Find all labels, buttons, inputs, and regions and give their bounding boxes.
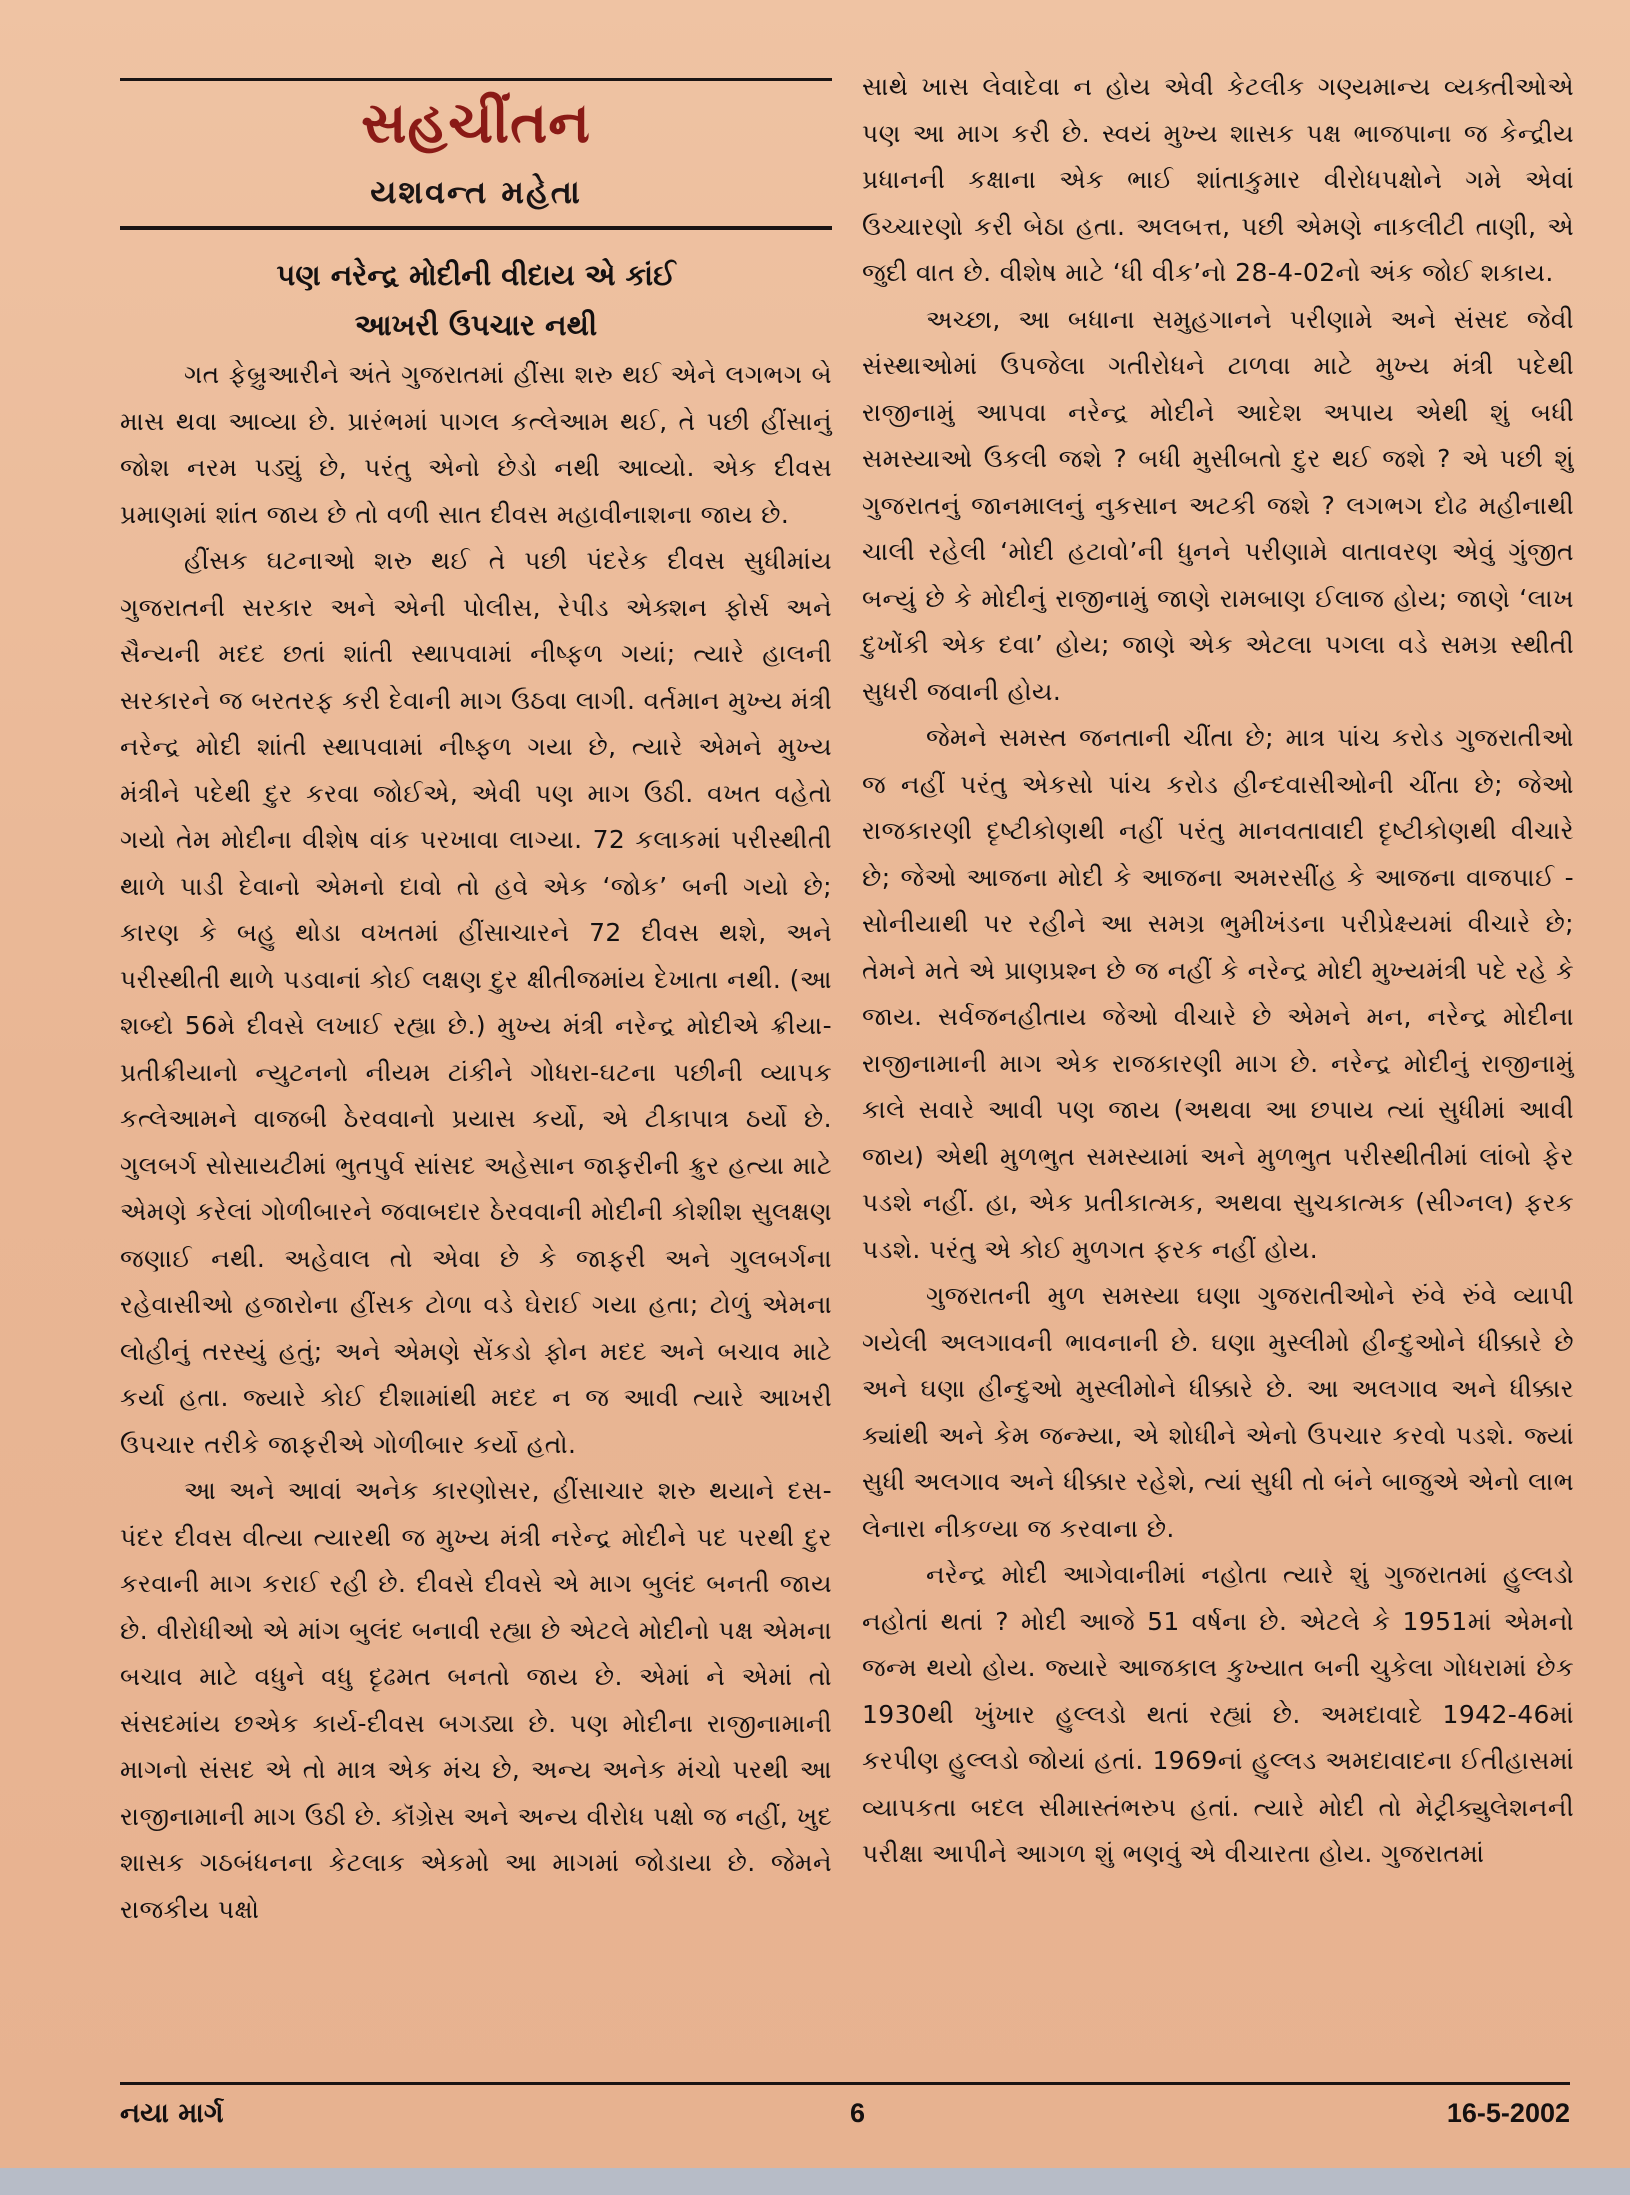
paragraph: જેમને સમસ્ત જનતાની ચીંતા છે; માત્ર પાંચ કરોડ ગુજરાતીઓ જ નહીં પરંતુ એકસો પાંચ કરોડ હીન્દવાસીઓની ચીંતા છે; જેઓ રાજકારણી દૃષ્ટીકોણથી નહીં પરંતુ માનવતાવાદી દૃષ્ટીકોણથી વીચારે છે; જેઓ આજના મોદી કે આજના અમરસીંહ કે આજના વાજપાઈ - સોનીયાથી પર રહીને આ સમગ્ર ભુમીખંડના પરીપ્રેક્ષ્યમાં વીચારે છે; તેમને મતે એ પ્રાણપ્રશ્ન છે જ નહીં કે નરેન્દ્ર મોદી મુખ્યમંત્રી પદે રહે કે જાય. સર્વજનહીતાય જેઓ વીચારે છે એમને મન, નરેન્દ્ર મોદીના રાજીનામાની માગ એક રાજકારણી માગ છે. નરેન્દ્ર મોદીનું રાજીનામું કાલે સવારે આવી પણ જાય (અથવા આ છપાય ત્યાં સુધીમાં આવી જાય) એથી મુળભુત સમસ્યામાં અને મુળભુત પરીસ્થીતીમાં લાંબો ફેર પડશે નહીં. હા, એક પ્રતીકાત્મક, અથવા સુચકાત્મક (સીગ્નલ) ફરક પડશે. પરંતુ એ કોઈ મુળગત ફરક નહીં હોય.: [862, 723, 1574, 1264]
left-column: [120, 78, 832, 1933]
page-footer: [120, 2098, 1570, 2138]
scan-edge-band: [0, 2168, 1630, 2195]
author-name: યશવન્ત મહેતા: [370, 173, 582, 211]
publication-name: નયા માર્ગ: [120, 2098, 224, 2129]
paragraph: આ અને આવાં અનેક કારણોસર, હીંસાચાર શરુ થયાને દસ-પંદર દીવસ વીત્યા ત્યારથી જ મુખ્ય મંત્રી નરેન્દ્ર મોદીને પદ પરથી દુર કરવાની માગ કરાઈ રહી છે. દીવસે દીવસે એ માગ બુલંદ બનતી જાય છે. વીરોધીઓ એ માંગ બુલંદ બનાવી રહ્યા છે એટલે મોદીનો પક્ષ એમના બચાવ માટે વધુને વધુ દૃઢમત બનતો જાય છે. એમાં ને એમાં તો સંસદમાંય છએક કાર્ય-દીવસ બગડ્યા છે. પણ મોદીના રાજીનામાની માગનો સંસદ એ તો માત્ર એક મંચ છે, અન્ય અનેક મંચો પરથી આ રાજીનામાની માગ ઉઠી છે. કૉંગ્રેસ અને અન્ય વીરોધ પક્ષો જ નહીં, ખુદ શાસક ગઠબંધનના કેટલાક એકમો આ માગમાં જોડાયા છે. જેમને રાજકીય પક્ષો: [120, 1476, 832, 1924]
paragraph: ગત ફેબ્રુઆરીને અંતે ગુજરાતમાં હીંસા શરુ થઈ એને લગભગ બે માસ થવા આવ્યા છે. પ્રારંભમાં પાગલ કત્લેઆમ થઈ, તે પછી હીંસાનું જોશ નરમ પડ્યું છે, પરંતુ એનો છેડો નથી આવ્યો. એક દીવસ પ્રમાણમાં શાંત જાય છે તો વળી સાત દીવસ મહાવીનાશના જાય છે.: [120, 360, 832, 529]
header-top-rule: [120, 78, 832, 81]
article-headline-line-1: પણ નરેન્દ્ર મોદીની વીદાય એ કાંઈ: [276, 258, 676, 292]
paragraph-continuation: સાથે ખાસ લેવાદેવા ન હોય એવી કેટલીક ગણ્યમાન્ય વ્યક્તીઓએ પણ આ માગ કરી છે. સ્વયં મુખ્ય શાસક પક્ષ ભાજપાના જ કેન્દ્રીય પ્રધાનની કક્ષાના એક ભાઈ શાંતાકુમાર વીરોધપક્ષોને ગમે એવાં ઉચ્ચારણો કરી બેઠા હતા. અલબત્ત, પછી એમણે નાકલીટી તાણી, એ જુદી વાત છે. વીશેષ માટે ‘ધી વીક’નો 28-4-02નો અંક જોઈ શકાય.: [862, 72, 1574, 287]
article-headline-line-2: આખરી ઉપચાર નથી: [354, 308, 598, 342]
paragraph: નરેન્દ્ર મોદી આગેવાનીમાં નહોતા ત્યારે શું ગુજરાતમાં હુલ્લડો નહોતાં થતાં ? મોદી આજે 51 વર્ષના છે. એટલે કે 1951માં એમનો જન્મ થયો હોય. જ્યારે આજકાલ કુખ્યાત બની ચુકેલા ગોધરામાં છેક 1930થી ખુંખાર હુલ્લડો થતાં રહ્યાં છે. અમદાવાદે 1942-46માં કરપીણ હુલ્લડો જોયાં હતાં. 1969નાં હુલ્લડ અમદાવાદના ઈતીહાસમાં વ્યાપકતા બદલ સીમાસ્તંભરુપ હતાં. ત્યારે મોદી તો મેટ્રીક્યુલેશનની પરીક્ષા આપીને આગળ શું ભણવું એ વીચારતા હોય. ગુજરાતમાં: [862, 1560, 1574, 1868]
right-column: [862, 64, 1574, 1878]
issue-date: 16-5-2002: [1446, 2098, 1570, 2128]
header-bottom-rule: [120, 226, 832, 230]
paragraph: ગુજરાતની મુળ સમસ્યા ઘણા ગુજરાતીઓને રુંવે રુંવે વ્યાપી ગયેલી અલગાવની ભાવનાની છે. ઘણા મુસ્લીમો હીન્દુઓને ધીક્કારે છે અને ઘણા હીન્દુઓ મુસ્લીમોને ધીક્કારે છે. આ અલગાવ અને ધીક્કાર ક્યાંથી અને કેમ જન્મ્યા, એ શોધીને એનો ઉપચાર કરવો પડશે. જ્યાં સુધી અલગાવ અને ધીક્કાર રહેશે, ત્યાં સુધી તો બંને બાજુએ એનો લાભ લેનારા નીકળ્યા જ કરવાના છે.: [862, 1281, 1574, 1543]
footer-rule: [120, 2082, 1570, 2085]
paragraph: હીંસક ઘટનાઓ શરુ થઈ તે પછી પંદરેક દીવસ સુધીમાંય ગુજરાતની સરકાર અને એની પોલીસ, રેપીડ એક્શન ફોર્સ અને સૈન્યની મદદ છતાં શાંતી સ્થાપવામાં નીષ્ફળ ગયાં; ત્યારે હાલની સરકારને જ બરતરફ કરી દેવાની માગ ઉઠવા લાગી. વર્તમાન મુખ્ય મંત્રી નરેન્દ્ર મોદી શાંતી સ્થાપવામાં નીષ્ફળ ગયા છે, ત્યારે એમને મુખ્ય મંત્રીને પદેથી દુર કરવા જોઈએ, એવી પણ માગ ઉઠી. વખત વહેતો ગયો તેમ મોદીના વીશેષ વાંક પરખાવા લાગ્યા. 72 કલાકમાં પરીસ્થીતી થાળે પાડી દેવાનો એમનો દાવો તો હવે એક ‘જોક’ બની ગયો છે; કારણ કે બહુ થોડા વખતમાં હીંસાચારને 72 દીવસ થશે, અને પરીસ્થીતી થાળે પડવાનાં કોઈ લક્ષણ દુર ક્ષીતીજમાંય દેખાતા નથી. (આ શબ્દો 56મે દીવસે લખાઈ રહ્યા છે.) મુખ્ય મંત્રી નરેન્દ્ર મોદીએ ક્રીયા-પ્રતીક્રીયાનો ન્યુટનનો નીયમ ટાંકીને ગોધરા-ઘટના પછીની વ્યાપક કત્લેઆમને વાજબી ઠેરવવાનો પ્રયાસ કર્યો, એ ટીકાપાત્ર ઠર્યો છે. ગુલબર્ગ સોસાયટીમાં ભુતપુર્વ સાંસદ અહેસાન જાફરીની ક્રુર હત્યા માટે એમણે કરેલાં ગોળીબારને જવાબદાર ઠેરવવાની મોદીની કોશીશ સુલક્ષણ જણાઈ નથી. અહેવાલ તો એવા છે કે જાફરી અને ગુલબર્ગના રહેવાસીઓ હજારોના હીંસક ટોળા વડે ઘેરાઈ ગયા હતા; ટોળું એમના લોહીનું તરસ્યું હતું; અને એમણે સેંકડો ફોન મદદ અને બચાવ માટે કર્યા હતા. જ્યારે કોઈ દીશામાંથી મદદ ન જ આવી ત્યારે આખરી ઉપચાર તરીકે જાફરીએ ગોળીબાર કર્યો હતો.: [120, 546, 832, 1459]
column-title: સહચીંતન: [361, 91, 591, 156]
paragraph: અચ્છા, આ બધાના સમુહગાનને પરીણામે અને સંસદ જેવી સંસ્થાઓમાં ઉપજેલા ગતીરોધને ટાળવા માટે મુખ્ય મંત્રી પદેથી રાજીનામું આપવા નરેન્દ્ર મોદીને આદેશ અપાય એથી શું બધી સમસ્યાઓ ઉકલી જશે ? બધી મુસીબતો દુર થઈ જશે ? એ પછી શું ગુજરાતનું જાનમાલનું નુકસાન અટકી જશે ? લગભગ દોઢ મહીનાથી ચાલી રહેલી ‘મોદી હટાવો’ની ધુનને પરીણામે વાતાવરણ એવું ગુંજીત બન્યું છે કે મોદીનું રાજીનામું જાણે રામબાણ ઈલાજ હોય; જાણે ‘લાખ દુખોંકી એક દવા’ હોય; જાણે એક એટલા પગલા વડે સમગ્ર સ્થીતી સુધરી જવાની હોય.: [862, 304, 1574, 706]
page-number: 6: [850, 2098, 866, 2128]
